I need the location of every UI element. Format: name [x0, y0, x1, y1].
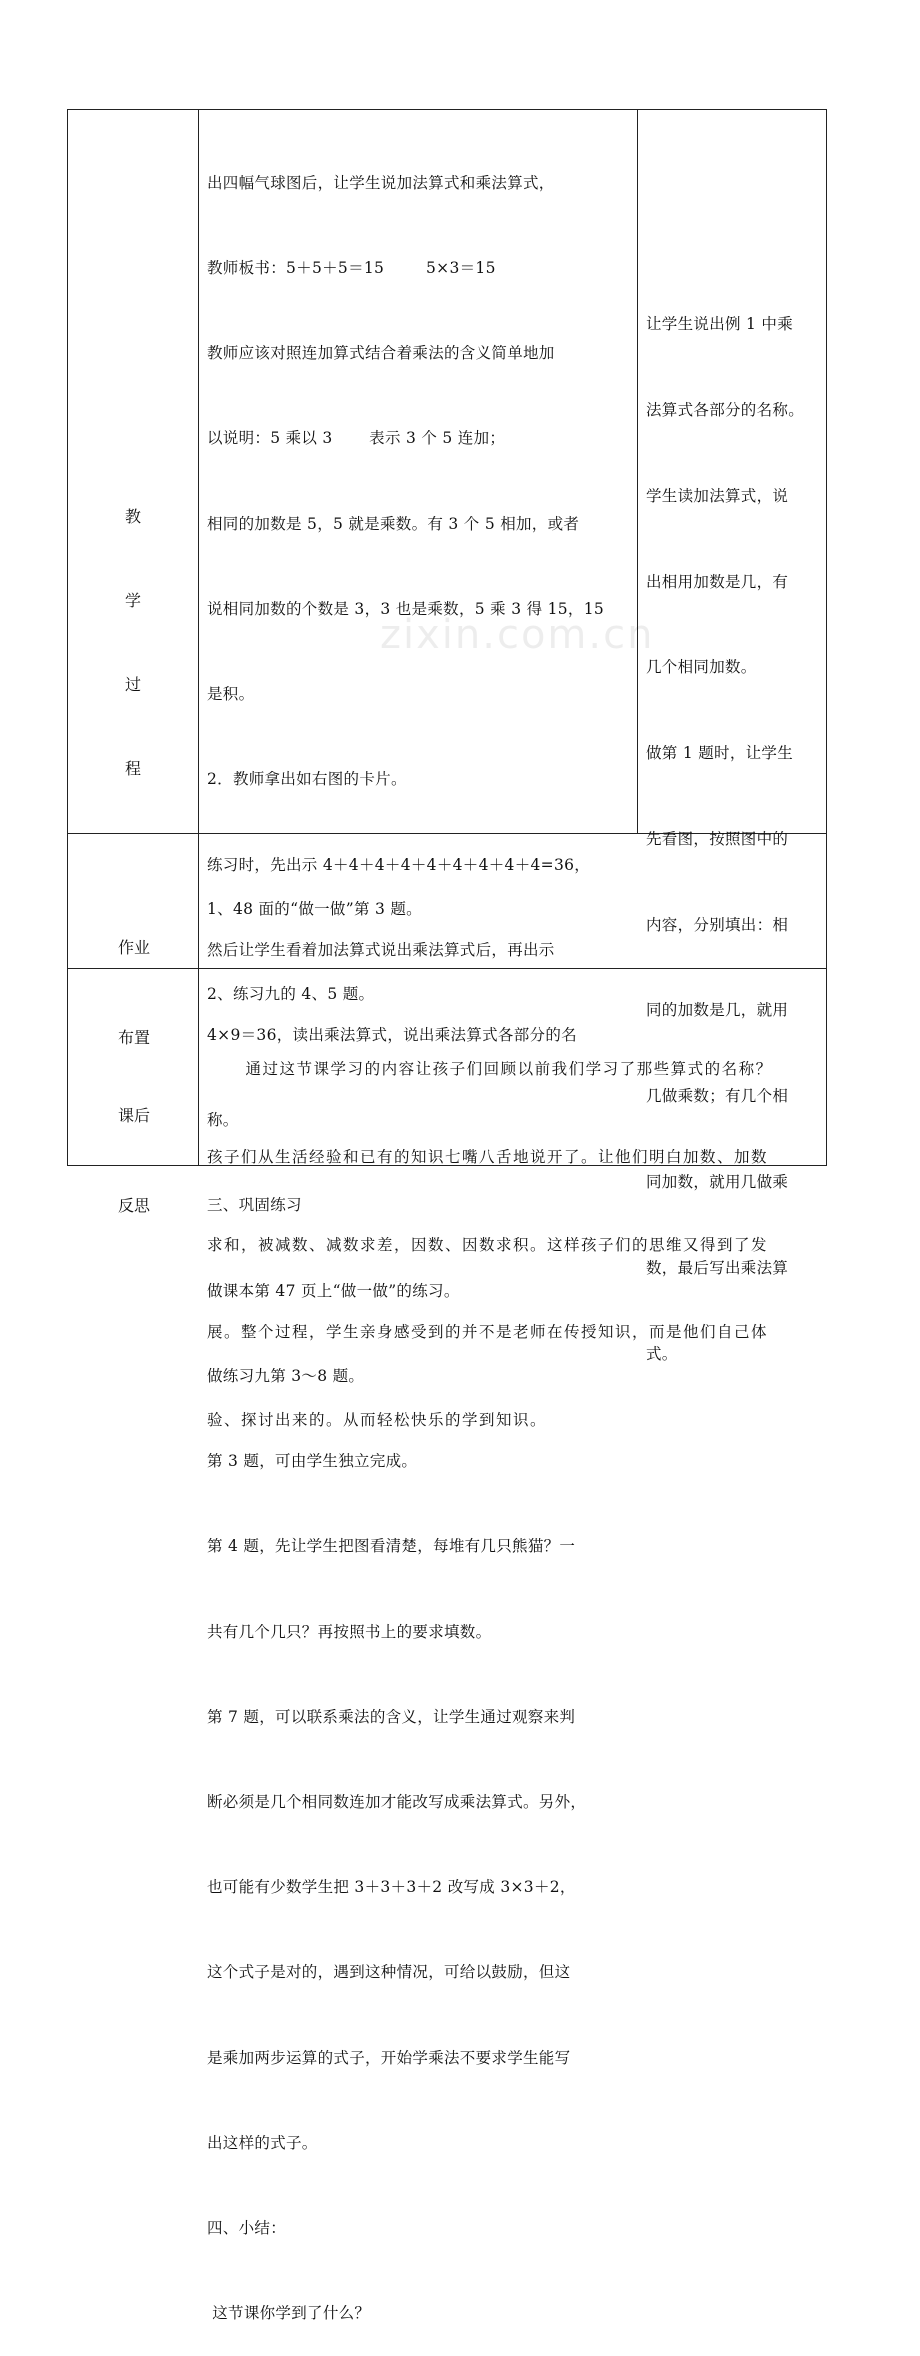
reflection-line: 孩子们从生活经验和已有的知识七嘴八舌地说开了。让他们明白加数、加数 [207, 1148, 769, 1167]
reflection-line: 通过这节课学习的内容让孩子们回顾以前我们学习了那些算式的名称？ [207, 1060, 773, 1079]
process-line: 是积。 [207, 685, 255, 704]
label-char: 学 [124, 591, 141, 610]
process-line: 第 4 题，先让学生把图看清楚，每堆有几只熊猫？一 [207, 1537, 576, 1556]
process-line: 以说明：5 乘以 3 表示 3 个 5 连加； [207, 429, 506, 448]
label-char: 过 [124, 675, 141, 694]
process-line: 相同的加数是 5，5 就是乘数。有 3 个 5 相加，或者 [207, 514, 580, 533]
reflection-line: 验、探讨出来的。从而轻松快乐的学到知识。 [207, 1410, 548, 1429]
label-line: 布置 [117, 1028, 150, 1047]
homework-line: 1、48 面的“做一做”第 3 题。 [207, 899, 422, 918]
process-line: 做课本第 47 页上“做一做”的练习。 [207, 1281, 460, 1300]
process-line: 教师应该对照连加算式结合着乘法的含义简单地加 [207, 344, 555, 363]
label-line: 反思 [117, 1196, 150, 1215]
reflection-line: 求和，被减数、减数求差，因数、因数求积。这样孩子们的思维又得到了发 [207, 1235, 769, 1254]
process-line: 教师板书：5＋5＋5＝15 5×3＝15 [207, 259, 496, 278]
process-line: 2．教师拿出如右图的卡片。 [207, 770, 407, 789]
process-line: 说相同加数的个数是 3，3 也是乘数，5 乘 3 得 15，15 [207, 599, 605, 618]
process-line: 是乘加两步运算的式子，开始学乘法不要求学生能写 [207, 2048, 571, 2067]
process-line: 第 3 题，可由学生独立完成。 [207, 1452, 418, 1471]
activity-line: 同加数，就用几做乘 [646, 1173, 789, 1191]
activity-line: 让学生说出例 1 中乘 [646, 315, 794, 334]
table-top-border [67, 109, 827, 110]
activity-line: 式。 [646, 1344, 678, 1363]
label-char: 教 [124, 507, 141, 526]
reflection-content [207, 997, 773, 1464]
process-line: 三、巩固练习 [207, 1196, 302, 1215]
process-line: 练习时，先出示 4＋4＋4＋4＋4＋4＋4＋4＋4=36， [207, 855, 591, 874]
process-line: 然后让学生看着加法算式说出乘法算式后，再出示 [207, 940, 555, 959]
process-line: 出这样的式子。 [207, 2133, 318, 2152]
activity-line: 做第 1 题时，让学生 [646, 744, 794, 763]
process-line: 第 7 题，可以联系乘法的含义，让学生通过观察来判 [207, 1707, 576, 1726]
label-line: 作业 [117, 938, 150, 957]
process-line: 4×9＝36，读出乘法算式，说出乘法算式各部分的名 [207, 1026, 577, 1044]
activity-line: 几个相同加数。 [646, 658, 757, 677]
activity-line: 出相用加数是几，有 [646, 572, 789, 591]
table-right-border [826, 109, 827, 1166]
label-line: 课后 [117, 1106, 150, 1125]
process-line: 断必须是几个相同数连加才能改写成乘法算式。另外， [207, 1792, 587, 1811]
label-column-divider [198, 109, 199, 1166]
activity-line: 内容，分别填出：相 [646, 915, 789, 934]
table-left-border [67, 109, 68, 1166]
process-line: 四、小结： [207, 2219, 287, 2238]
label-teaching-process [118, 447, 148, 811]
label-reflection [106, 1041, 162, 1251]
process-line: 做练习九第 3～8 题。 [207, 1366, 365, 1385]
watermark: zixin.com.cn [380, 612, 655, 658]
activity-line: 数，最后写出乘法算 [646, 1258, 789, 1277]
activity-line: 法算式各部分的名称。 [646, 400, 805, 419]
activity-line: 先看图，按照图中的 [646, 829, 789, 848]
homework-line: 2、练习九的 4、5 题。 [207, 985, 375, 1004]
activity-column-divider [637, 109, 638, 834]
process-line: 也可能有少数学生把 3＋3＋3＋2 改写成 3×3＋2， [207, 1878, 576, 1897]
label-char: 程 [124, 759, 141, 778]
process-line: 共有几个几只？再按照书上的要求填数。 [207, 1622, 492, 1641]
process-line: 称。 [207, 1111, 239, 1130]
activity-line: 学生读加法算式，说 [646, 486, 789, 505]
activity-line: 同的加数是几，就用 [646, 1001, 789, 1020]
process-line: 这节课你学到了什么？ [207, 2304, 371, 2323]
activity-line: 几做乘数；有几个相 [646, 1087, 789, 1106]
reflection-line: 展。整个过程，学生亲身感受到的并不是老师在传授知识，而是他们自己体 [207, 1323, 769, 1342]
process-line: 出四幅气球图后，让学生说加法算式和乘法算式， [207, 173, 555, 192]
process-line: 这个式子是对的，遇到这种情况，可给以鼓励，但这 [207, 1963, 571, 1982]
